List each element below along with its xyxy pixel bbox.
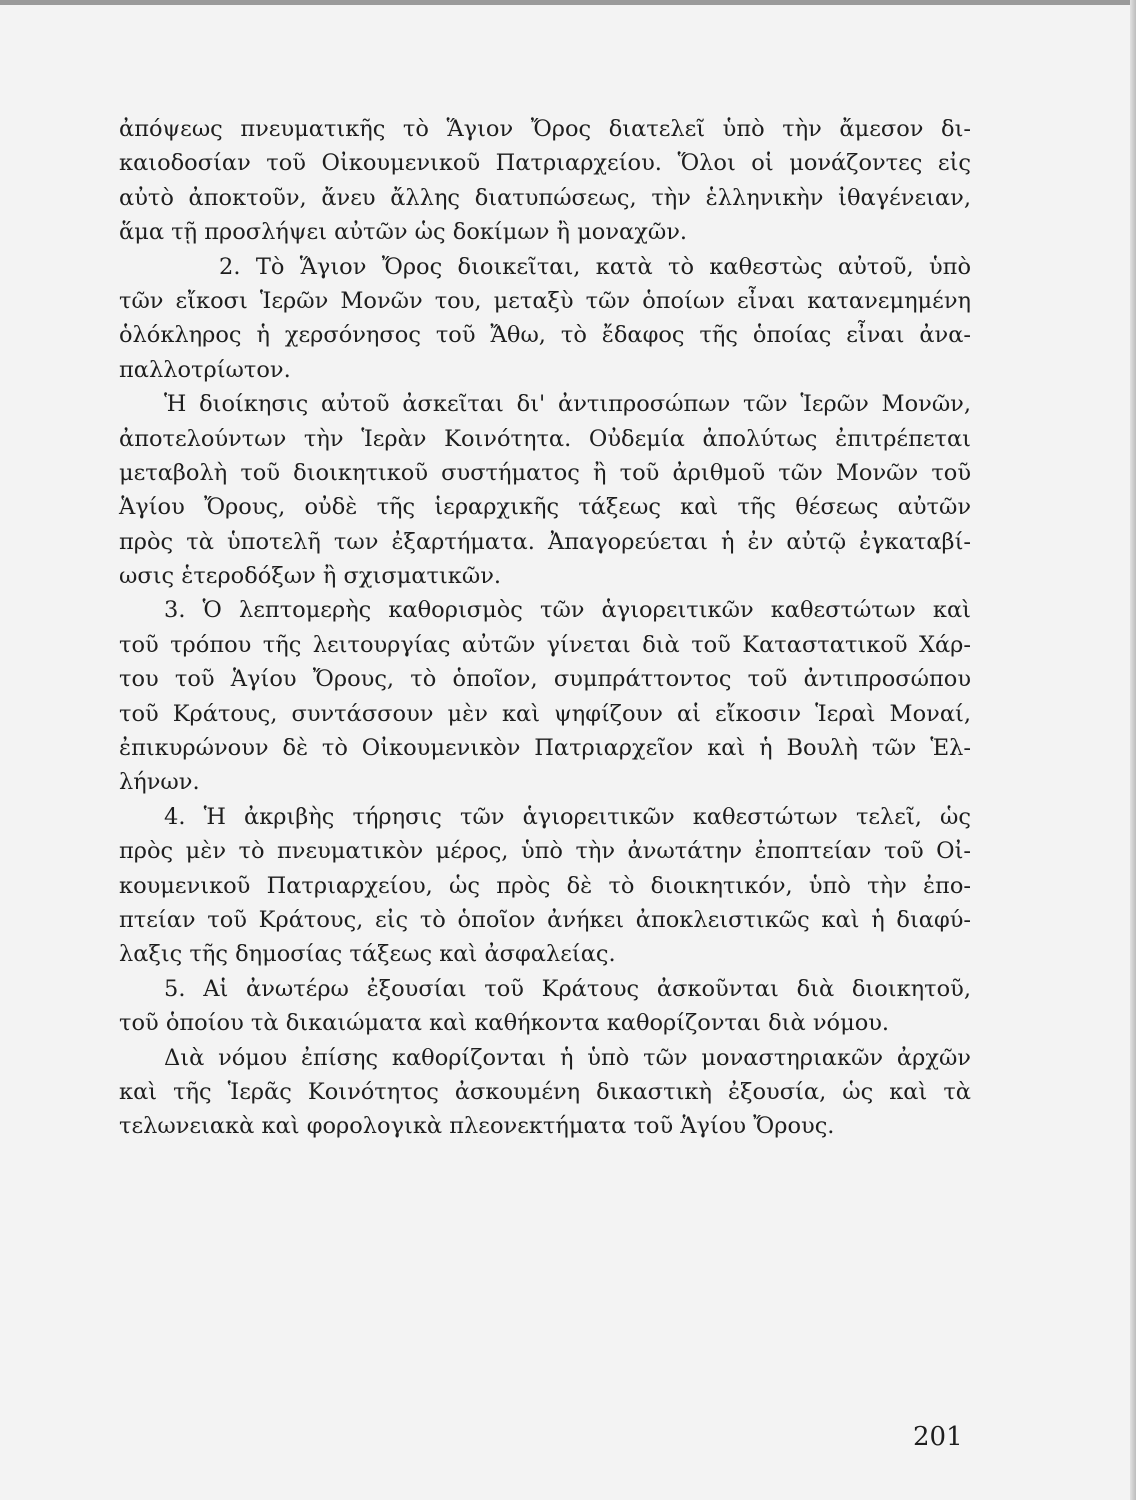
text-line: ἀπόψεως πνευματικῆς τὸ Ἅγιον Ὄρος διατελεῖ ὑπὸ τὴν ἄμεσον δι-: [119, 116, 971, 142]
body-text: [119, 112, 971, 1144]
text-line: τελωνειακὰ καὶ φορολογικὰ πλεονεκτήματα τοῦ Ἁγίου Ὄρους.: [119, 1113, 835, 1140]
text-line: τοῦ Κράτους, συντάσσουν μὲν καὶ ψηφίζουν αἱ εἴκοσιν Ἱεραὶ Μοναί,: [119, 700, 971, 727]
text-line: του τοῦ Ἁγίου Ὄρους, τὸ ὁποῖον, συμπράττοντος τοῦ ἀντιπροσώπου: [119, 666, 971, 693]
text-line: κουμενικοῦ Πατριαρχείου, ὡς πρὸς δὲ τὸ διοικητικόν, ὑπὸ τὴν ἐπο-: [119, 872, 971, 899]
page-top-edge: [0, 0, 1136, 5]
text-line: λήνων.: [119, 769, 200, 796]
text-line: καιοδοσίαν τοῦ Οἰκουμενικοῦ Πατριαρχείου. Ὅλοι οἱ μονάζοντες εἰς: [119, 150, 971, 177]
text-line: τοῦ τρόπου τῆς λειτουργίας αὐτῶν γίνεται διὰ τοῦ Καταστατικοῦ Χάρ-: [119, 631, 971, 658]
text-line: ἀποτελούντων τὴν Ἱερὰν Κοινότητα. Οὐδεμία ἀπολύτως ἐπιτρέπεται: [119, 425, 971, 452]
text-line: πτείαν τοῦ Κράτους, εἰς τὸ ὁποῖον ἀνήκει ἀποκλειστικῶς καὶ ἡ διαφύ-: [119, 906, 971, 933]
text-line: Ἁγίου Ὄρους, οὐδὲ τῆς ἱεραρχικῆς τάξεως καὶ τῆς θέσεως αὐτῶν: [119, 494, 971, 521]
page-number: 201: [913, 1422, 963, 1452]
text-line: ἅμα τῇ προσλήψει αὐτῶν ὡς δοκίμων ἢ μοναχῶν.: [119, 219, 688, 246]
paragraph-start: Ἡ διοίκησις αὐτοῦ ἀσκεῖται δι' ἀντιπροσώπων τῶν Ἱερῶν Μονῶν,: [164, 391, 971, 418]
text-line: πρὸς μὲν τὸ πνευματικὸν μέρος, ὑπὸ τὴν ἀνωτάτην ἐποπτείαν τοῦ Οἰ-: [119, 838, 971, 865]
text-line: καὶ τῆς Ἱερᾶς Κοινότητος ἀσκουμένη δικαστικὴ ἐξουσία, ὡς καὶ τὰ: [119, 1078, 971, 1105]
paragraph-3-start: 3. Ὁ λεπτομερὴς καθορισμὸς τῶν ἁγιορειτικῶν καθεστώτων καὶ: [164, 597, 971, 624]
paragraph-start: Διὰ νόμου ἐπίσης καθορίζονται ἡ ὑπὸ τῶν μοναστηριακῶν ἀρχῶν: [164, 1044, 971, 1071]
text-line: παλλοτρίωτον.: [119, 356, 291, 383]
text-line: λαξις τῆς δημοσίας τάξεως καὶ ἀσφαλείας.: [119, 941, 616, 968]
text-line: τοῦ ὁποίου τὰ δικαιώματα καὶ καθήκοντα καθορίζονται διὰ νόμου.: [119, 1010, 890, 1037]
paragraph-5-start: 5. Αἱ ἀνωτέρω ἐξουσίαι τοῦ Κράτους ἀσκοῦνται διὰ διοικητοῦ,: [164, 975, 971, 1002]
page-binding-shadow: [1130, 0, 1136, 1500]
text-line: μεταβολὴ τοῦ διοικητικοῦ συστήματος ἢ τοῦ ἀριθμοῦ τῶν Μονῶν τοῦ: [119, 459, 971, 486]
text-line: ὁλόκληρος ἡ χερσόνησος τοῦ Ἄθω, τὸ ἔδαφος τῆς ὁποίας εἶναι ἀνα-: [119, 322, 971, 349]
paragraph-2-start: 2. Τὸ Ἅγιον Ὄρος διοικεῖται, κατὰ τὸ καθεστὼς αὐτοῦ, ὑπὸ: [219, 253, 971, 280]
text-line: πρὸς τὰ ὑποτελῆ των ἐξαρτήματα. Ἀπαγορεύεται ἡ ἐν αὐτῷ ἐγκαταβί-: [119, 528, 971, 555]
text-line: ωσις ἑτεροδόξων ἢ σχισματικῶν.: [119, 563, 502, 590]
text-line: τῶν εἴκοσι Ἱερῶν Μονῶν του, μεταξὺ τῶν ὁποίων εἶναι κατανεμημένη: [119, 287, 971, 314]
text-line: ἐπικυρώνουν δὲ τὸ Οἰκουμενικὸν Πατριαρχεῖον καὶ ἡ Βουλὴ τῶν Ἑλ-: [119, 735, 971, 762]
paragraph-4-start: 4. Ἡ ἀκριβὴς τήρησις τῶν ἁγιορειτικῶν καθεστώτων τελεῖ, ὡς: [164, 803, 971, 830]
text-line: αὐτὸ ἀποκτοῦν, ἄνευ ἄλλης διατυπώσεως, τὴν ἑλληνικὴν ἰθαγένειαν,: [119, 184, 971, 211]
